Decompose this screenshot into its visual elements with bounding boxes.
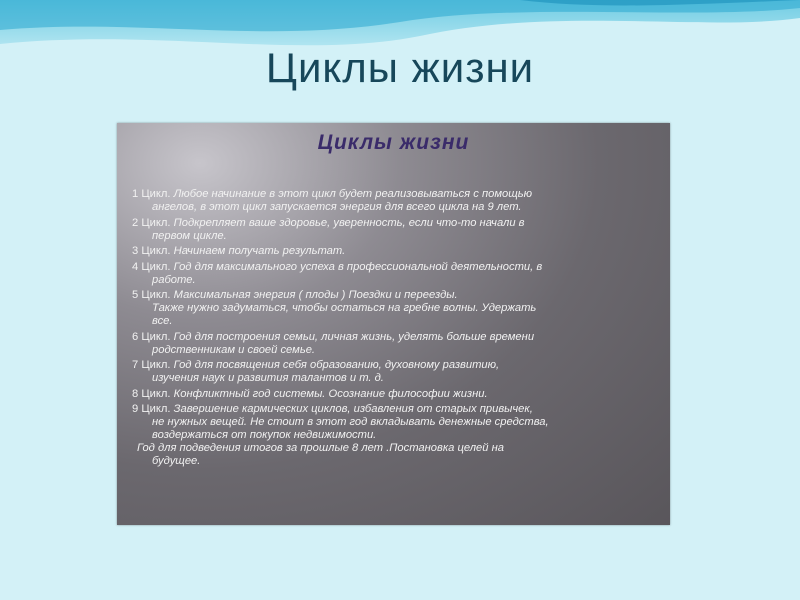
item-text: Максимальная энергия ( плоды ) Поездки и переезды. [173,289,458,301]
item-label: 5 Цикл. [132,289,171,301]
list-item [132,359,662,385]
item-text: Также нужно задуматься, чтобы остаться на гребне волны. Удержать [152,302,537,314]
cycle-list [132,188,662,471]
list-item [132,245,662,258]
item-text: Начинаем получать результат. [173,245,346,257]
content-panel [117,123,670,525]
item-text: первом цикле. [152,229,227,242]
item-text: Год для максимального успеха в профессиональной деятельности, в [173,260,543,273]
item-label: 2 Цикл. [132,216,171,229]
item-text: Подкрепляет ваше здоровье, уверенность, если что-то начали в [173,216,525,229]
list-item [132,188,662,214]
item-label: 1 Цикл. [132,188,171,200]
item-text: работе. [152,273,196,286]
item-text: Конфликтный год системы. Осознание философии жизни. [173,387,488,400]
list-item [132,289,662,328]
item-text: не нужных вещей. Не стоит в этот год вкладывать денежные средства, [152,416,549,428]
item-text: изучения наук и развития талантов и т. д. [152,372,384,384]
list-item [132,403,662,468]
item-text: Год для посвящения себя образованию, духовному развитию, [173,359,500,371]
item-label: 6 Цикл. [132,330,171,343]
list-item [132,217,662,243]
item-text: все. [152,315,173,327]
item-label: 9 Цикл. [132,403,171,415]
slide-title: Циклы жизни [265,44,535,91]
item-label: 8 Цикл. [132,387,171,400]
item-label: 3 Цикл. [132,245,171,257]
item-text: родственникам и своей семье. [152,343,316,356]
item-text: ангелов, в этот цикл запускается энергия для всего цикла на 9 лет. [152,201,522,213]
item-text: Любое начинание в этот цикл будет реализовываться с помощью [173,188,533,200]
closing-text: будущее. [152,455,201,467]
list-item [132,261,662,287]
panel-title: Циклы жизни [317,131,470,154]
item-text: воздержаться от покупок недвижимости. [152,429,377,441]
item-label: 4 Цикл. [132,260,171,273]
item-text: Год для построения семьи, личная жизнь, уделять больше времени [173,330,535,343]
closing-text: Год для подведения итогов за прошлые 8 лет .Постановка целей на [137,442,504,454]
item-label: 7 Цикл. [132,359,171,371]
list-item [132,388,662,401]
item-text: Завершение кармических циклов, избавления от старых привычек, [173,403,533,415]
list-item [132,331,662,357]
